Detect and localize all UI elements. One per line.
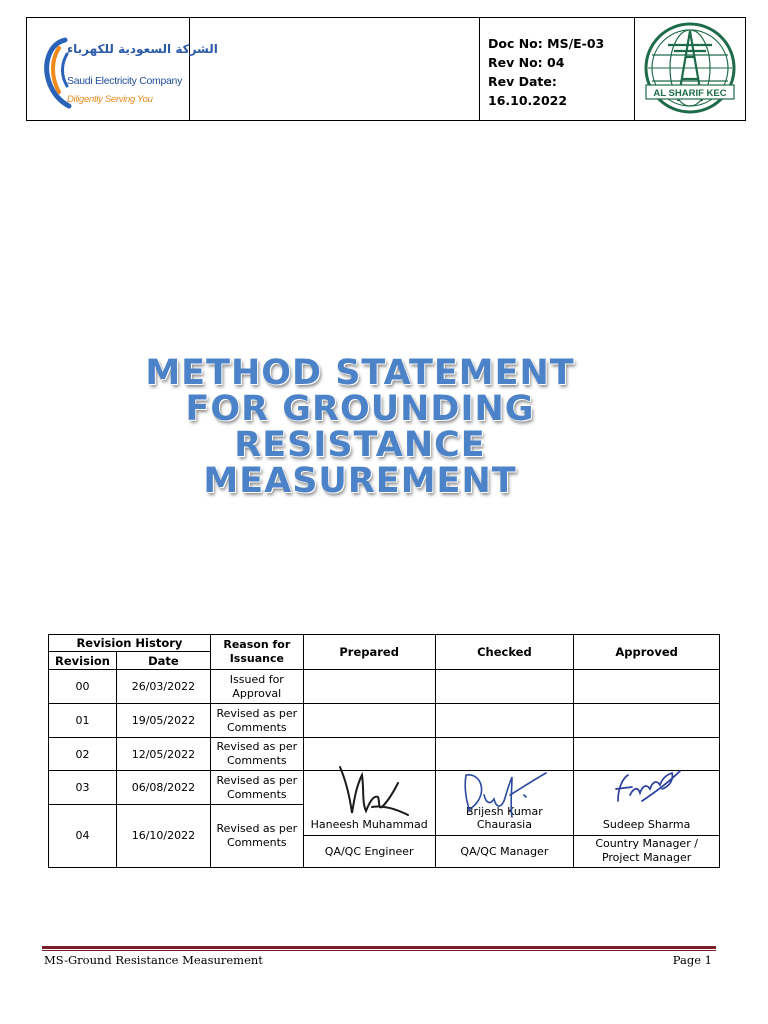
reason-cell: Revised as per Comments: [210, 738, 303, 771]
date-cell: 12/05/2022: [116, 738, 210, 771]
approved-cell: [574, 738, 720, 771]
sec-english-name: Saudi Electricity Company: [67, 75, 183, 87]
title-line: RESISTANCE: [234, 425, 486, 465]
document-title: [120, 355, 600, 499]
al-sharif-kec-logo-icon: [638, 21, 742, 117]
date-cell: 16/10/2022: [116, 805, 210, 868]
footer-document-name: MS-Ground Resistance Measurement: [44, 953, 263, 967]
date-col-header: Date: [116, 652, 210, 670]
doc-number: Doc No: MS/E-03: [488, 36, 605, 51]
checked-cell: [435, 704, 574, 738]
prepared-cell: [303, 738, 435, 771]
checked-by-name: [435, 805, 574, 836]
revision-col-header: Revision: [49, 652, 117, 670]
kec-logo-cell: [635, 18, 745, 120]
table-row: [49, 771, 720, 805]
date-cell: 06/08/2022: [116, 771, 210, 805]
table-row: [49, 670, 720, 704]
doc-info-cell: [480, 18, 635, 120]
approved-role: Country Manager / Project Manager: [574, 835, 720, 867]
sec-arabic-name: الشركة السعودية للكهرباء: [67, 42, 218, 56]
checked-header: Checked: [435, 635, 574, 670]
approved-cell: [574, 704, 720, 738]
reason-cell: Revised as per Comments: [210, 771, 303, 805]
prepared-cell: [303, 670, 435, 704]
footer-divider: [42, 946, 716, 949]
approved-header: Approved: [574, 635, 720, 670]
reason-cell: Revised as per Comments: [210, 805, 303, 868]
document-header: [26, 17, 746, 121]
title-line: MEASUREMENT: [203, 461, 517, 501]
prepared-signature-area: [303, 771, 435, 805]
sec-logo-cell: [27, 18, 218, 120]
checked-name: Brijesh Kumar Chaurasia: [466, 804, 543, 831]
revision-cell: 02: [49, 738, 117, 771]
kec-logo-text: AL SHARIF KEC: [653, 88, 727, 99]
approved-signature-area: [574, 771, 720, 805]
rev-number: Rev No: 04: [488, 55, 565, 70]
table-row: [49, 805, 720, 836]
table-row: [49, 738, 720, 771]
revision-table: [48, 634, 720, 868]
footer-divider: [42, 950, 716, 951]
prepared-name: Haneesh Muhammad: [310, 817, 428, 831]
checked-signature-area: [435, 771, 574, 805]
table-row: [49, 704, 720, 738]
date-cell: 19/05/2022: [116, 704, 210, 738]
header-blank-cell: [190, 18, 480, 120]
approved-name: Sudeep Sharma: [602, 817, 691, 831]
title-line: METHOD STATEMENT: [145, 353, 575, 393]
reason-cell: Revised as per Comments: [210, 704, 303, 738]
revision-cell: 01: [49, 704, 117, 738]
sec-tagline: Diligently Serving You: [67, 94, 153, 105]
footer-page-number: Page 1: [672, 953, 712, 967]
reason-cell: Issued for Approval: [210, 670, 303, 704]
prepared-by-name: [303, 805, 435, 836]
checked-cell: [435, 738, 574, 771]
revision-history-header: Revision History: [49, 635, 211, 652]
checked-cell: [435, 670, 574, 704]
revision-cell: 00: [49, 670, 117, 704]
revision-cell: 03: [49, 771, 117, 805]
revision-cell: 04: [49, 805, 117, 868]
approved-by-name: [574, 805, 720, 836]
checked-role: QA/QC Manager: [435, 835, 574, 867]
prepared-header: Prepared: [303, 635, 435, 670]
prepared-role: QA/QC Engineer: [303, 835, 435, 867]
approved-cell: [574, 670, 720, 704]
title-line: FOR GROUNDING: [185, 389, 535, 429]
date-cell: 26/03/2022: [116, 670, 210, 704]
reason-header: Reason for Issuance: [210, 635, 303, 670]
rev-date: Rev Date: 16.10.2022: [488, 74, 568, 108]
prepared-cell: [303, 704, 435, 738]
